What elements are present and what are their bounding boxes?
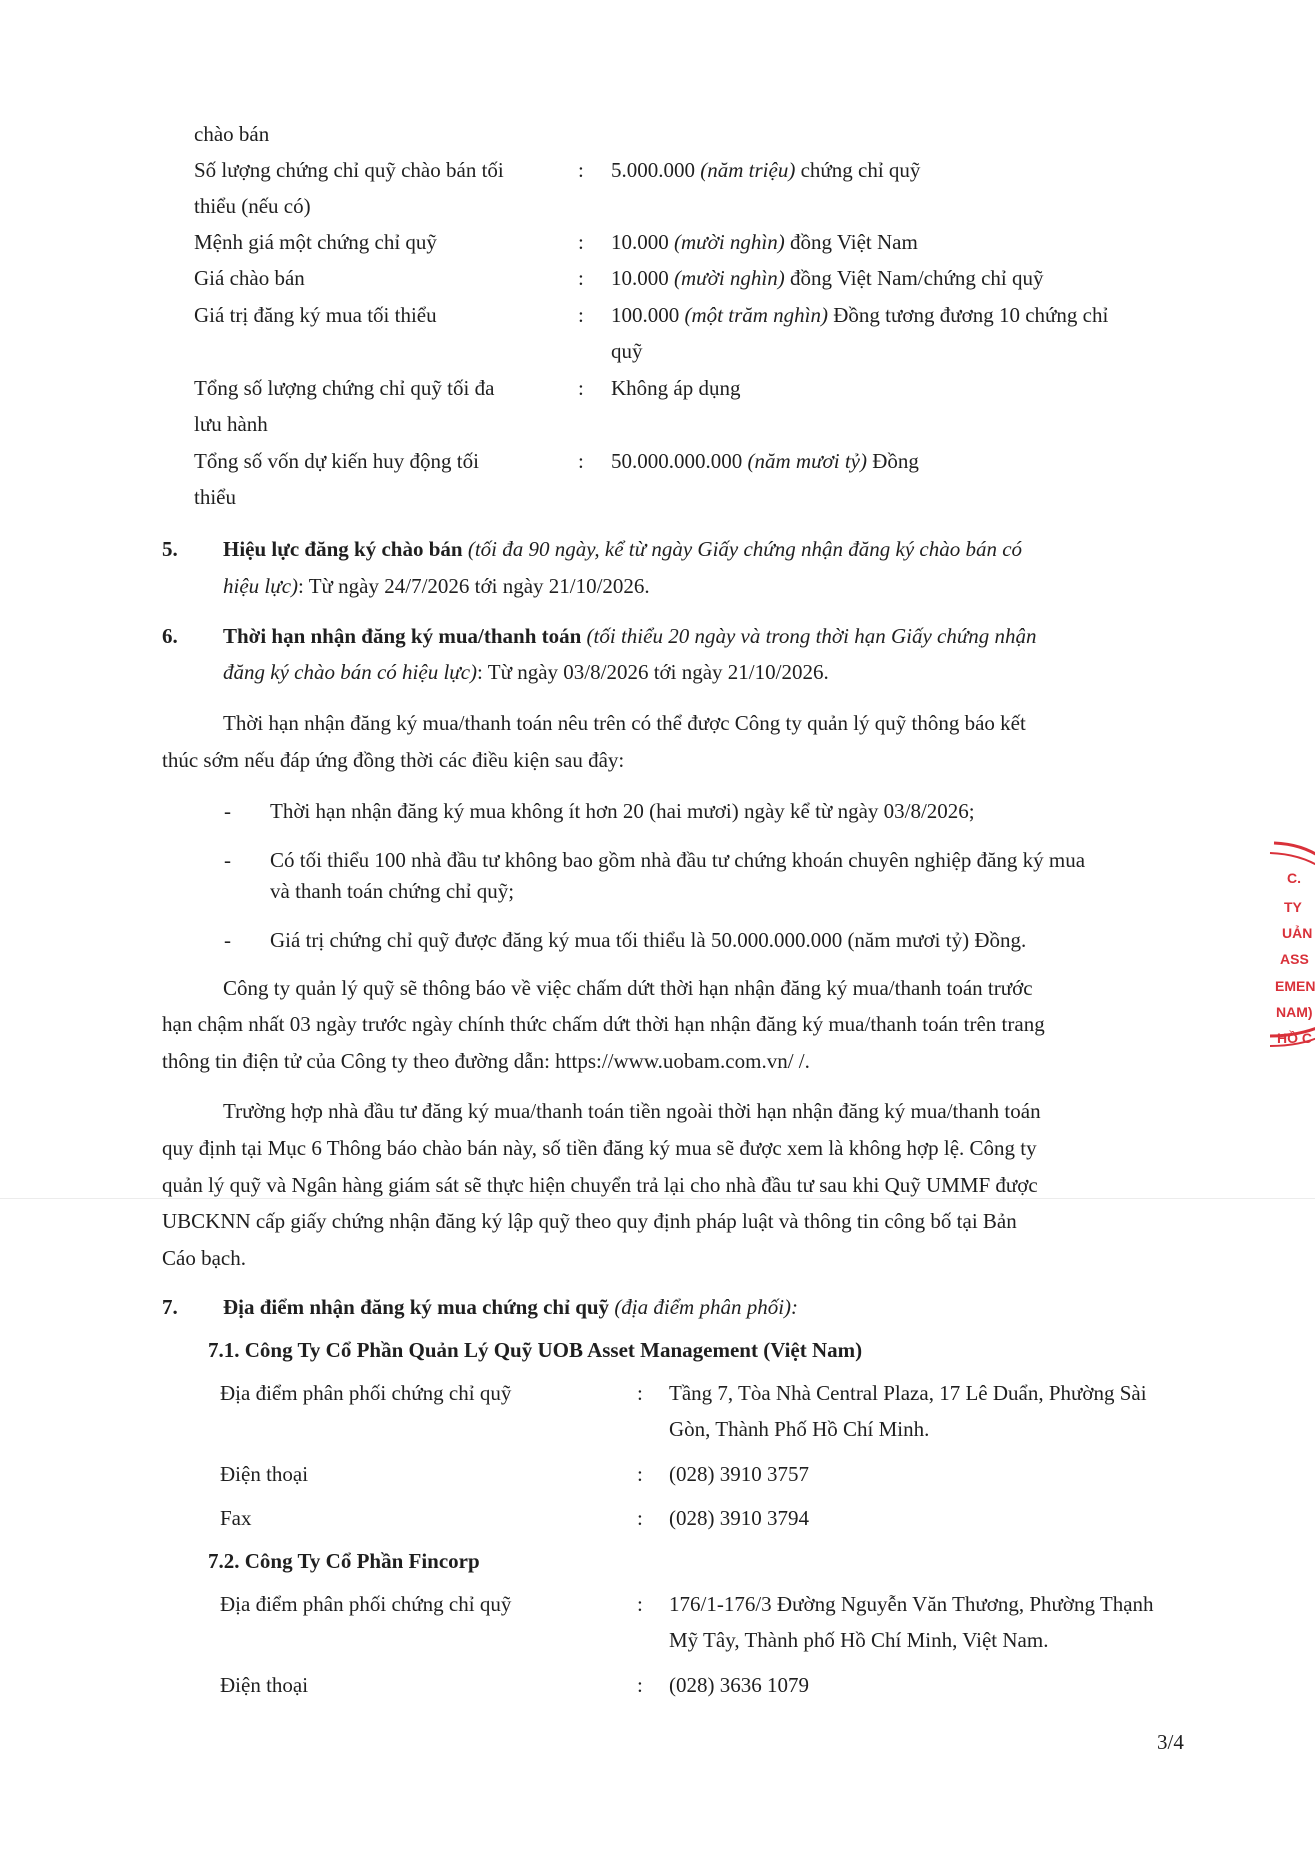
paragraph-line: thúc sớm nếu đáp ứng đồng thời các điều kiện sau đây: xyxy=(162,748,625,772)
colon: : xyxy=(637,1673,643,1697)
row-key: Tổng số lượng chứng chỉ quỹ tối đa xyxy=(194,376,495,400)
colon: : xyxy=(637,1381,643,1405)
bullet-text: và thanh toán chứng chỉ quỹ; xyxy=(270,879,515,903)
row-key: Số lượng chứng chỉ quỹ chào bán tối xyxy=(194,158,504,182)
page-number: 3/4 xyxy=(1157,1730,1184,1754)
paragraph-line: thông tin điện tử của Công ty theo đường dẫn: https://www.uobam.com.vn/ /. xyxy=(162,1049,810,1073)
row-key: Fax xyxy=(220,1506,252,1530)
row-key: chào bán xyxy=(194,122,270,146)
section-number: 5. xyxy=(162,537,178,561)
section-line: Hiệu lực đăng ký chào bán (tối đa 90 ngày, kể từ ngày Giấy chứng nhận đăng ký chào bán có xyxy=(223,537,1023,561)
row-key: Giá chào bán xyxy=(194,266,305,290)
paragraph-line: quản lý quỹ và Ngân hàng giám sát sẽ thực hiện chuyển trả lại cho nhà đầu tư sau khi Quỹ UMMF được xyxy=(162,1173,1038,1197)
section-line: Địa điểm nhận đăng ký mua chứng chỉ quỹ (địa điểm phân phối): xyxy=(223,1295,799,1319)
row-value: 100.000 (một trăm nghìn) Đồng tương đương 10 chứng chỉ xyxy=(611,303,1109,327)
row-value: Không áp dụng xyxy=(611,376,741,400)
row-key: thiểu xyxy=(194,485,236,509)
row-key: thiểu (nếu có) xyxy=(194,194,311,218)
row-key: Địa điểm phân phối chứng chỉ quỹ xyxy=(220,1592,512,1616)
row-value: 10.000 (mười nghìn) đồng Việt Nam xyxy=(611,230,918,254)
section-number: 7. xyxy=(162,1295,178,1319)
row-key: Điện thoại xyxy=(220,1462,309,1486)
row-key: Điện thoại xyxy=(220,1673,309,1697)
row-value: (028) 3910 3794 xyxy=(669,1506,809,1530)
section-line: Thời hạn nhận đăng ký mua/thanh toán (tối thiểu 20 ngày và trong thời hạn Giấy chứng nhận xyxy=(223,624,1037,648)
paragraph-line: Cáo bạch. xyxy=(162,1246,246,1270)
row-value: 5.000.000 (năm triệu) chứng chỉ quỹ xyxy=(611,158,921,182)
bullet-text: Thời hạn nhận đăng ký mua không ít hơn 20 (hai mươi) ngày kể từ ngày 03/8/2026; xyxy=(270,799,975,823)
row-value: 10.000 (mười nghìn) đồng Việt Nam/chứng chỉ quỹ xyxy=(611,266,1044,290)
row-key: Mệnh giá một chứng chỉ quỹ xyxy=(194,230,437,254)
paragraph-line: UBCKNN cấp giấy chứng nhận đăng ký lập quỹ theo quy định pháp luật và thông tin công bố tại Bản xyxy=(162,1209,1017,1233)
subsection-title: 7.2. Công Ty Cổ Phần Fincorp xyxy=(208,1549,480,1573)
row-key: Giá trị đăng ký mua tối thiểu xyxy=(194,303,437,327)
colon: : xyxy=(637,1506,643,1530)
row-value: quỹ xyxy=(611,339,643,363)
colon: : xyxy=(578,266,584,290)
row-key: Địa điểm phân phối chứng chỉ quỹ xyxy=(220,1381,512,1405)
paragraph-line: hạn chậm nhất 03 ngày trước ngày chính thức chấm dứt thời hạn nhận đăng ký mua/thanh toán trên trang xyxy=(162,1012,1045,1036)
row-value: (028) 3910 3757 xyxy=(669,1462,809,1486)
bullet-text: Có tối thiểu 100 nhà đầu tư không bao gồm nhà đầu tư chứng khoán chuyên nghiệp đăng ký mua xyxy=(270,848,1086,872)
paragraph-line: quy định tại Mục 6 Thông báo chào bán này, số tiền đăng ký mua sẽ được xem là không hợp lệ. Công ty xyxy=(162,1136,1037,1160)
colon: : xyxy=(637,1592,643,1616)
colon: : xyxy=(578,449,584,473)
bullet-text: Giá trị chứng chỉ quỹ được đăng ký mua tối thiểu là 50.000.000.000 (năm mươi tỷ) Đồng. xyxy=(270,928,1027,952)
bullet-dash: - xyxy=(224,848,231,872)
section-line: đăng ký chào bán có hiệu lực): Từ ngày 03/8/2026 tới ngày 21/10/2026. xyxy=(223,660,829,684)
row-value: Gòn, Thành Phố Hồ Chí Minh. xyxy=(669,1417,930,1441)
colon: : xyxy=(578,158,584,182)
bullet-dash: - xyxy=(224,799,231,823)
row-key: Tổng số vốn dự kiến huy động tối xyxy=(194,449,479,473)
section-line: hiệu lực): Từ ngày 24/7/2026 tới ngày 21/10/2026. xyxy=(223,574,650,598)
company-stamp: C. TY UẢN ASS EMEN NAM) HỒ C xyxy=(1262,840,1315,1070)
colon: : xyxy=(637,1462,643,1486)
paragraph-line: Trường hợp nhà đầu tư đăng ký mua/thanh toán tiền ngoài thời hạn nhận đăng ký mua/thanh toán xyxy=(223,1099,1041,1123)
row-value: 50.000.000.000 (năm mươi tỷ) Đồng xyxy=(611,449,919,473)
row-value: 176/1-176/3 Đường Nguyễn Văn Thương, Phường Thạnh xyxy=(669,1592,1154,1616)
paragraph-line: Thời hạn nhận đăng ký mua/thanh toán nêu trên có thể được Công ty quản lý quỹ thông báo kết xyxy=(223,711,1026,735)
colon: : xyxy=(578,376,584,400)
colon: : xyxy=(578,303,584,327)
paragraph-line: Công ty quản lý quỹ sẽ thông báo về việc chấm dứt thời hạn nhận đăng ký mua/thanh toán trước xyxy=(223,976,1033,1000)
row-key: lưu hành xyxy=(194,412,268,436)
bullet-dash: - xyxy=(224,928,231,952)
row-value: (028) 3636 1079 xyxy=(669,1673,809,1697)
row-value: Tầng 7, Tòa Nhà Central Plaza, 17 Lê Duẩn, Phường Sài xyxy=(669,1381,1147,1405)
section-number: 6. xyxy=(162,624,178,648)
subsection-title: 7.1. Công Ty Cổ Phần Quản Lý Quỹ UOB Asset Management (Việt Nam) xyxy=(208,1338,863,1362)
colon: : xyxy=(578,230,584,254)
row-value: Mỹ Tây, Thành phố Hồ Chí Minh, Việt Nam. xyxy=(669,1628,1049,1652)
